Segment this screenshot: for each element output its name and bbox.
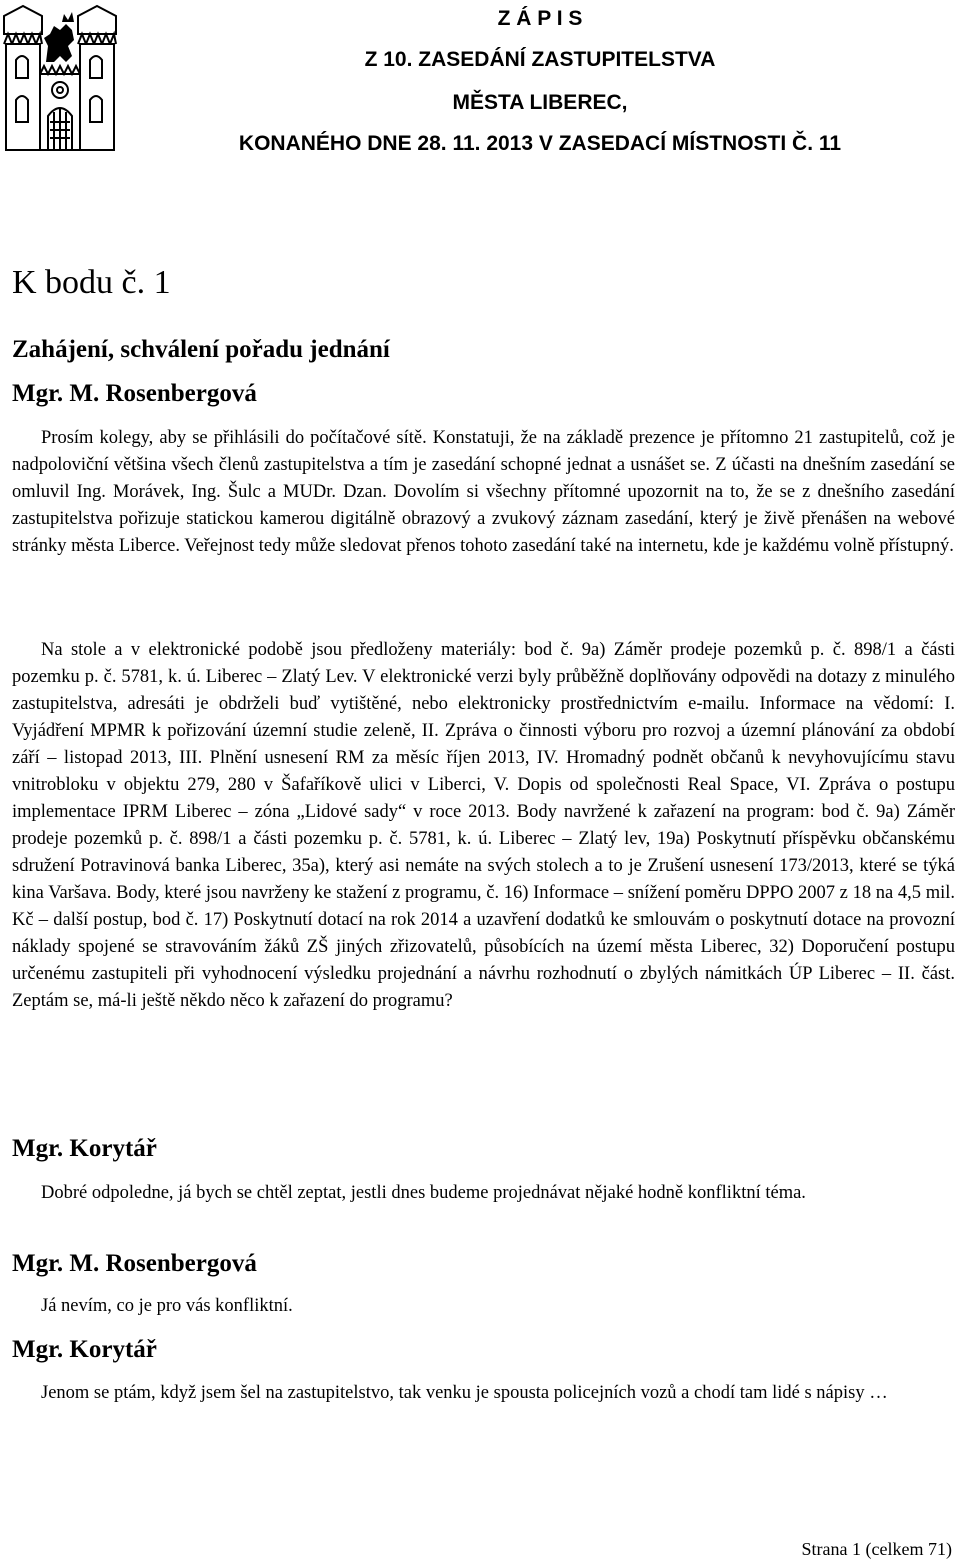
speech-paragraph: Prosím kolegy, aby se přihlásili do počítačové sítě. Konstatuji, že na základě prezence je přítomno 21 zastupitelů, což je nadpoloviční většina všech členů zastupitelstva a tím je zasedání schopné jednat a usnášet se. Z účasti na dnešním zasedání se omluvil Ing. Morávek, Ing. Šulc a MUDr. Dzan. Dovolím si všechny přítomné upozornit na to, že se z dnešního zasedání zastupitelstva pořizuje statickou kamerou digitálně obrazový a zvukový záznam zasedání, který je živě přenášen na webové stránky města Liberce. Veřejnost tedy může sledovat přenos tohoto zasedání také na internetu, kde je každému volně přístupný. [12, 428, 955, 556]
speech-paragraph: Já nevím, co je pro vás konfliktní. [41, 1296, 293, 1316]
header-line-4: KONANÉHO DNE 28. 11. 2013 V ZASEDACÍ MÍSTNOSTI Č. 11 [238, 132, 842, 155]
liberec-coat-of-arms-icon [2, 4, 118, 154]
speech-paragraph: Dobré odpoledne, já bych se chtěl zeptat, jestli dnes budeme projednávat nějaké hodně konfliktní téma. [41, 1183, 806, 1203]
speaker-name: Mgr. Korytář [12, 1135, 157, 1162]
header-line-2: Z 10. ZASEDÁNÍ ZASTUPITELSTVA [364, 48, 716, 71]
speaker-name: Mgr. M. Rosenbergová [12, 380, 257, 407]
agenda-point-heading: K bodu č. 1 [12, 264, 171, 301]
page-number-footer: Strana 1 (celkem 71) [801, 1539, 952, 1559]
header-line-1: Z Á P I S [497, 7, 583, 30]
speech-paragraph: Na stole a v elektronické podobě jsou předloženy materiály: bod č. 9a) Záměr prodeje pozemků p. č. 898/1 a části pozemku p. č. 5781, k. ú. Liberec – Zlatý Lev. V elektronické verzi byly průběžně doplňovány odpovědi na dotazy z minulého zastupitelstva, adresáti je obdrželi buď vytištěné, nebo elektronicky prostřednictvím e-mailu. Informace na vědomí: I. Vyjádření MPMR k pořizování územní studie zeleně, II. Zpráva o činnosti výboru pro rozvoj a územní plánování za období září – listopad 2013, III. Plnění usnesení RM za měsíc říjen 2013, IV. Hromadný podnět občanů k nevyhovujícímu stavu vnitrobloku v objektu 279, 280 v Šafaříkově ulici v Liberci, V. Dopis od společnosti Real Space, VI. Zpráva o postupu implementace IPRM Liberec – zóna „Lidové sady“ v roce 2013. Body navržené k zařazení na program: bod č. 9a) Záměr prodeje pozemků p. č. 898/1 a části pozemku p. č. 5781, k. ú. Liberec – Zlatý lev, 19a) Poskytnutí příspěvku občanskému sdružení Potravinová banka Liberec, 35a), který asi nemáte na svých stolech a to je Zrušení usnesení 173/2013, které se týká kina Varšava. Body, které jsou navrženy ke stažení z programu, č. 16) Informace – snížení poměru DPPO 2007 z 18 na 4,5 mil. Kč – další postup, bod č. 17) Poskytnutí dotací na rok 2014 a uzavření dodatků ke smlouvám o poskytnutí dotace na provozní náklady spojené se stravováním žáků ZŠ jiných zřizovatelů, působících na území města Liberec, 32) Doporučení postupu určenému zastupiteli při vyhodnocení výsledku projednání a návrhu rozhodnutí o zbylých námitkách ÚP Liberec – II. část. Zeptám se, má-li ještě někdo něco k zařazení do programu? [12, 640, 955, 1011]
speaker-name: Mgr. Korytář [12, 1336, 157, 1363]
speech-paragraph: Jenom se ptám, když jsem šel na zastupitelstvo, tak venku je spousta policejních vozů a chodí tam lidé s nápisy … [41, 1383, 888, 1403]
speaker-name: Mgr. M. Rosenbergová [12, 1250, 257, 1277]
header-line-3: MĚSTA LIBEREC, [452, 91, 628, 114]
agenda-title-heading: Zahájení, schválení pořadu jednání [12, 336, 390, 363]
